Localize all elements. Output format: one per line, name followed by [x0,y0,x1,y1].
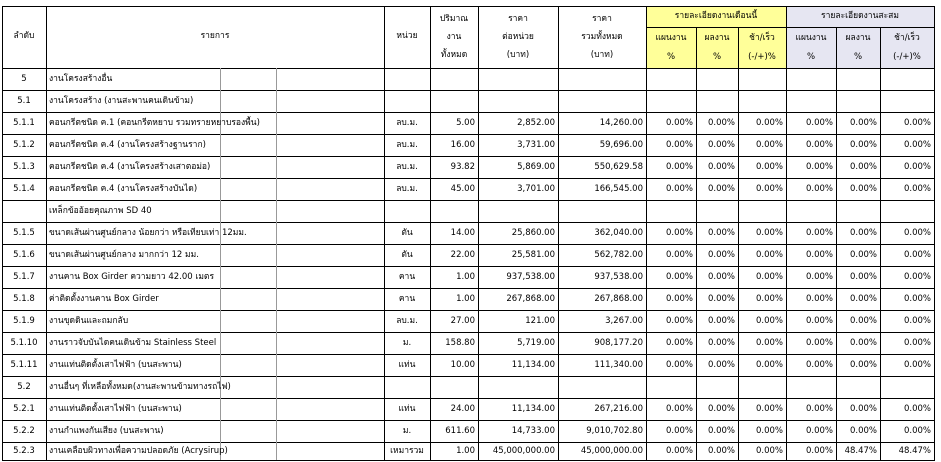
cell-d2: 0.00% [903,338,931,348]
cell-no: 5.1.1 [13,118,35,128]
cell-p2: 0.00% [805,184,833,194]
cell-p1: 0.00% [665,426,693,436]
cell-unit: แท่น [398,404,416,414]
cell-d2: 0.00% [903,272,931,282]
cell-a1: 0.00% [707,294,735,304]
cell-total: 267,868.00 [594,294,643,304]
cell-d2: 0.00% [903,426,931,436]
cell-item: คอนกรีตชนิด ค.4 (งานโครงสร้างบันได) [49,184,198,194]
cell-a1: 0.00% [707,118,735,128]
cell-no: 5.1.3 [13,162,35,172]
cell-unit_price [481,200,555,222]
cell-d1: 0.00% [755,294,783,304]
cell-p1: 0.00% [665,294,693,304]
cell-p2: 0.00% [805,404,833,414]
cell-p1 [649,90,693,112]
cell-qty [433,200,475,222]
cell-d1: 0.00% [755,316,783,326]
cell-d2 [883,376,931,398]
cell-no: 5.2.3 [13,446,35,456]
cell-unit: ลบ.ม. [396,140,418,150]
cell-a1: 0.00% [707,316,735,326]
cell-p1: 0.00% [665,250,693,260]
cell-d2 [883,68,931,90]
cell-a2: 0.00% [849,272,877,282]
cell-no: 5.1.7 [13,272,35,282]
cell-d1: 0.00% [755,162,783,172]
cell-item: ขนาดเส้นผ่านศูนย์กลาง มากกว่า 12 มม. [49,250,199,260]
cell-unit [387,200,427,222]
header-this-month: รายละเอียดงานเดือนนี้ [674,11,758,21]
cell-total: 45,000,000.00 [580,446,643,456]
cell-total: 550,629.58 [594,162,643,172]
cell-a1: 0.00% [707,338,735,348]
cell-a1: 0.00% [707,140,735,150]
table-row [0,310,935,332]
cell-no: 5.1.2 [13,140,35,150]
cell-d1 [741,90,783,112]
cell-qty: 5.00 [456,118,475,128]
table-row [0,200,935,222]
cell-d2 [883,90,931,112]
grid-line-group-split [646,27,934,28]
cell-total: 59,696.00 [599,140,643,150]
table-row [0,420,935,442]
header-item: รายการ [200,31,230,41]
cell-no [5,200,43,222]
cell-no: 5.1.6 [13,250,35,260]
header-unit-price: (บาท) [506,50,530,60]
cell-item: งานคาน Box Girder ความยาว 42.00 เมตร [49,272,215,282]
cell-qty [433,68,475,90]
cell-a2: 0.00% [849,404,877,414]
cell-p1 [649,68,693,90]
cell-d1: 0.00% [755,404,783,414]
cell-no: 5.1.8 [13,294,35,304]
cell-p1: 0.00% [665,404,693,414]
header-total-price: ราคา [592,14,612,24]
table-row [0,68,935,90]
cell-unit: ม. [402,426,412,436]
cell-unit_price: 121.00 [525,316,555,326]
cell-a1 [699,376,735,398]
cell-p2: 0.00% [805,426,833,436]
table-row [0,376,935,398]
cell-p1: 0.00% [665,118,693,128]
cell-qty: 1.00 [456,446,475,456]
cell-unit: ลบ.ม. [396,184,418,194]
header-actual-unit: % [712,52,722,62]
cell-total: 14,260.00 [599,118,643,128]
cell-d1: 0.00% [755,446,783,456]
cell-a2: 0.00% [849,162,877,172]
cell-unit_price: 267,868.00 [506,294,555,304]
cell-total: 111,340.00 [594,360,643,370]
cell-p2: 0.00% [805,360,833,370]
table-row [0,288,935,310]
cell-unit: แท่น [398,360,416,370]
cell-p2: 0.00% [805,316,833,326]
cell-qty: 22.00 [450,250,475,260]
cell-unit: เหมารวม [390,446,424,456]
cell-qty [433,376,475,398]
cell-unit_price: 3,731.00 [517,140,555,150]
cell-no: 5.1.5 [13,228,35,238]
cell-unit [387,376,427,398]
table-row [0,442,935,460]
cell-d2: 0.00% [903,316,931,326]
table-row [0,112,935,134]
cell-unit_price [481,68,555,90]
cell-unit [387,68,427,90]
cell-d2: 0.00% [903,404,931,414]
cell-item: งานโครงสร้างอื่น [49,74,113,84]
table-row [0,156,935,178]
cell-unit_price: 2,852.00 [517,118,555,128]
cell-qty: 24.00 [450,404,475,414]
cell-total [561,68,643,90]
cell-a2: 0.00% [849,228,877,238]
header-plan2: แผนงาน [795,33,827,43]
cell-total: 9,010,702.80 [586,426,643,436]
cell-a1: 0.00% [707,404,735,414]
cell-unit_price: 5,869.00 [517,162,555,172]
cell-p1 [649,376,693,398]
cell-unit: คาน [398,294,416,304]
cell-unit: ลบ.ม. [396,162,418,172]
cell-p2: 0.00% [805,228,833,238]
cell-p2: 0.00% [805,162,833,172]
cell-total: 3,267.00 [605,316,643,326]
cell-d2: 0.00% [903,184,931,194]
cell-item: งานเคลือบผิวทางเพื่อความปลอดภัย (Acrysirup) [49,446,228,456]
cell-total: 362,040.00 [594,228,643,238]
cell-d1: 0.00% [755,426,783,436]
cell-a1: 0.00% [707,426,735,436]
cell-d2: 0.00% [903,360,931,370]
cell-no: 5.2 [17,382,31,392]
cell-total [561,90,643,112]
header-qty: ปริมาณ [439,14,469,24]
cell-p1: 0.00% [665,446,693,456]
cell-unit: ตัน [401,228,413,238]
grid-line-top [2,6,935,7]
cell-d1: 0.00% [755,250,783,260]
cell-item: คอนกรีตชนิด ค.4 (งานโครงสร้างฐานราก) [49,140,206,150]
cell-a2 [839,200,877,222]
cell-unit: ลบ.ม. [396,118,418,128]
header-total-price: รวมทั้งหมด [581,32,623,42]
table-row [0,354,935,376]
table-row [0,244,935,266]
cell-d1 [741,376,783,398]
cell-d2: 0.00% [903,140,931,150]
cell-p1 [649,200,693,222]
cell-p2 [789,200,833,222]
cell-d2: 48.47% [898,446,931,456]
cell-a2: 0.00% [849,294,877,304]
table-row [0,222,935,244]
cell-a2: 48.47% [844,446,877,456]
cell-item: งานแท่นติดตั้งเสาไฟฟ้า (บนสะพาน) [49,404,182,414]
cell-p2: 0.00% [805,272,833,282]
header-actual: ผลงาน [704,33,730,43]
cell-qty: 16.00 [450,140,475,150]
cell-a2 [839,376,877,398]
cell-d2 [883,200,931,222]
cell-p1: 0.00% [665,272,693,282]
cell-qty: 14.00 [450,228,475,238]
cell-d1 [741,200,783,222]
cell-a2: 0.00% [849,250,877,260]
cell-p1: 0.00% [665,360,693,370]
cell-d1: 0.00% [755,338,783,348]
cell-d2: 0.00% [903,228,931,238]
cell-qty: 10.00 [450,360,475,370]
cell-p2: 0.00% [805,118,833,128]
cell-p2: 0.00% [805,250,833,260]
cell-p1: 0.00% [665,162,693,172]
header-diff2-unit: (-/+)% [893,52,921,62]
header-diff: ช้า/เร็ว [749,33,775,43]
cell-unit_price: 5,719.00 [517,338,555,348]
cell-unit: ลบ.ม. [396,316,418,326]
header-unit: หน่วย [396,31,418,41]
cell-qty: 158.80 [445,338,475,348]
cell-p2: 0.00% [805,140,833,150]
cell-no: 5.1.10 [10,338,38,348]
cell-item: งานอื่นๆ ที่เหลือทั้งหมด(งานสะพานข้ามทางรถไฟ) [49,382,231,392]
cell-unit_price: 3,701.00 [517,184,555,194]
cell-item: งานกำแพงกันเสียง (บนสะพาน) [49,426,164,436]
cell-no: 5.1.4 [13,184,35,194]
cell-a1: 0.00% [707,360,735,370]
cell-p2 [789,376,833,398]
header-plan2-unit: % [806,52,816,62]
header-cumulative: รายละเอียดงานสะสม [821,11,899,21]
cell-total: 937,538.00 [594,272,643,282]
header-diff-unit: (-/+)% [748,52,776,62]
cell-total: 267,216.00 [594,404,643,414]
cell-a1: 0.00% [707,184,735,194]
cell-unit_price: 25,860.00 [511,228,555,238]
cell-item: ขนาดเส้นผ่านศูนย์กลาง น้อยกว่า หรือเทียบเท่า 12มม. [49,228,247,238]
cell-a2: 0.00% [849,118,877,128]
cell-unit_price: 937,538.00 [506,272,555,282]
cell-unit_price: 45,000,000.00 [492,446,555,456]
table-row [0,332,935,354]
cell-item: ค่าติดตั้งงานคาน Box Girder [49,294,159,304]
cell-unit_price [481,376,555,398]
header-no: ลำดับ [13,31,35,41]
cell-total: 908,177.20 [594,338,643,348]
header-unit-price: ต่อหน่วย [502,32,534,42]
cell-d2: 0.00% [903,162,931,172]
cell-a2: 0.00% [849,360,877,370]
cell-total: 562,782.00 [594,250,643,260]
cell-no: 5.1 [17,96,31,106]
cell-qty: 611.60 [445,426,475,436]
cell-item: งานขุดดินและถมกลับ [49,316,129,326]
cell-total [561,376,643,398]
cell-qty: 27.00 [450,316,475,326]
cell-a2 [839,68,877,90]
cell-item: คอนกรีตชนิด ค.4 (งานโครงสร้างเสาตอม่อ) [49,162,211,172]
cell-d1: 0.00% [755,272,783,282]
table-row [0,134,935,156]
header-diff2: ช้า/เร็ว [894,33,920,43]
table-row [0,178,935,200]
cell-no: 5.1.11 [10,360,38,370]
cell-item: คอนกรีตชนิด ค.1 (คอนกรีตหยาบ รวมทรายหยาบรองพื้น) [49,118,260,128]
header-plan: แผนงาน [655,33,687,43]
cell-unit: คาน [398,272,416,282]
cell-d1: 0.00% [755,140,783,150]
cell-p2: 0.00% [805,338,833,348]
cell-d1: 0.00% [755,360,783,370]
header-qty: งาน [446,32,462,42]
cell-a2: 0.00% [849,338,877,348]
cell-d1: 0.00% [755,228,783,238]
cell-item: งานโครงสร้าง (งานสะพานคนเดินข้าม) [49,96,194,106]
cell-unit_price: 11,134.00 [511,404,555,414]
cell-unit: ม. [402,338,412,348]
cell-p2: 0.00% [805,446,833,456]
cell-qty: 1.00 [456,294,475,304]
cell-qty [433,90,475,112]
header-plan-unit: % [666,52,676,62]
cell-qty: 93.82 [450,162,475,172]
cell-item: งานราวจับบันไดคนเดินข้าม Stainless Steel [49,338,217,348]
cell-no: 5.1.9 [13,316,35,326]
cell-p1: 0.00% [665,140,693,150]
cell-unit [387,90,427,112]
cell-p1: 0.00% [665,316,693,326]
table-row [0,266,935,288]
grid-line-row [2,460,935,461]
cell-unit_price [481,90,555,112]
table-row [0,90,935,112]
cell-d2: 0.00% [903,250,931,260]
cell-p1: 0.00% [665,184,693,194]
cell-unit_price: 14,733.00 [511,426,555,436]
cell-a2: 0.00% [849,140,877,150]
cell-a1: 0.00% [707,272,735,282]
table-row [0,398,935,420]
cell-qty: 1.00 [456,272,475,282]
cell-item: เหล็กข้ออ้อยคุณภาพ SD 40 [49,206,152,216]
cell-no: 5.2.2 [13,426,35,436]
cell-p2: 0.00% [805,294,833,304]
cell-a1: 0.00% [707,446,735,456]
cell-no: 5.2.1 [13,404,35,414]
cell-unit_price: 11,134.00 [511,360,555,370]
cell-a1: 0.00% [707,162,735,172]
cell-total [561,200,643,222]
cell-p2 [789,68,833,90]
cell-item: งานแท่นติดตั้งเสาไฟฟ้า (บนสะพาน) [49,360,182,370]
cell-unit_price: 25,581.00 [511,250,555,260]
cell-p1: 0.00% [665,338,693,348]
cell-d1: 0.00% [755,184,783,194]
header-qty: ทั้งหมด [440,50,468,60]
cell-total: 166,545.00 [594,184,643,194]
cell-no: 5 [21,74,27,84]
cell-d2: 0.00% [903,118,931,128]
cell-a1 [699,68,735,90]
cell-qty: 45.00 [450,184,475,194]
cell-d2: 0.00% [903,294,931,304]
cell-a1: 0.00% [707,250,735,260]
header-unit-price: ราคา [508,14,528,24]
cell-a1 [699,90,735,112]
cell-a2 [839,90,877,112]
cell-d1 [741,68,783,90]
header-total-price: (บาท) [590,50,614,60]
cell-d1: 0.00% [755,118,783,128]
cell-a2: 0.00% [849,426,877,436]
cell-a2: 0.00% [849,316,877,326]
header-actual2-unit: % [853,52,863,62]
cell-a2: 0.00% [849,184,877,194]
cell-p1: 0.00% [665,228,693,238]
cell-unit: ตัน [401,250,413,260]
header-actual2: ผลงาน [845,33,871,43]
cell-a1: 0.00% [707,228,735,238]
cell-a1 [699,200,735,222]
cell-p2 [789,90,833,112]
